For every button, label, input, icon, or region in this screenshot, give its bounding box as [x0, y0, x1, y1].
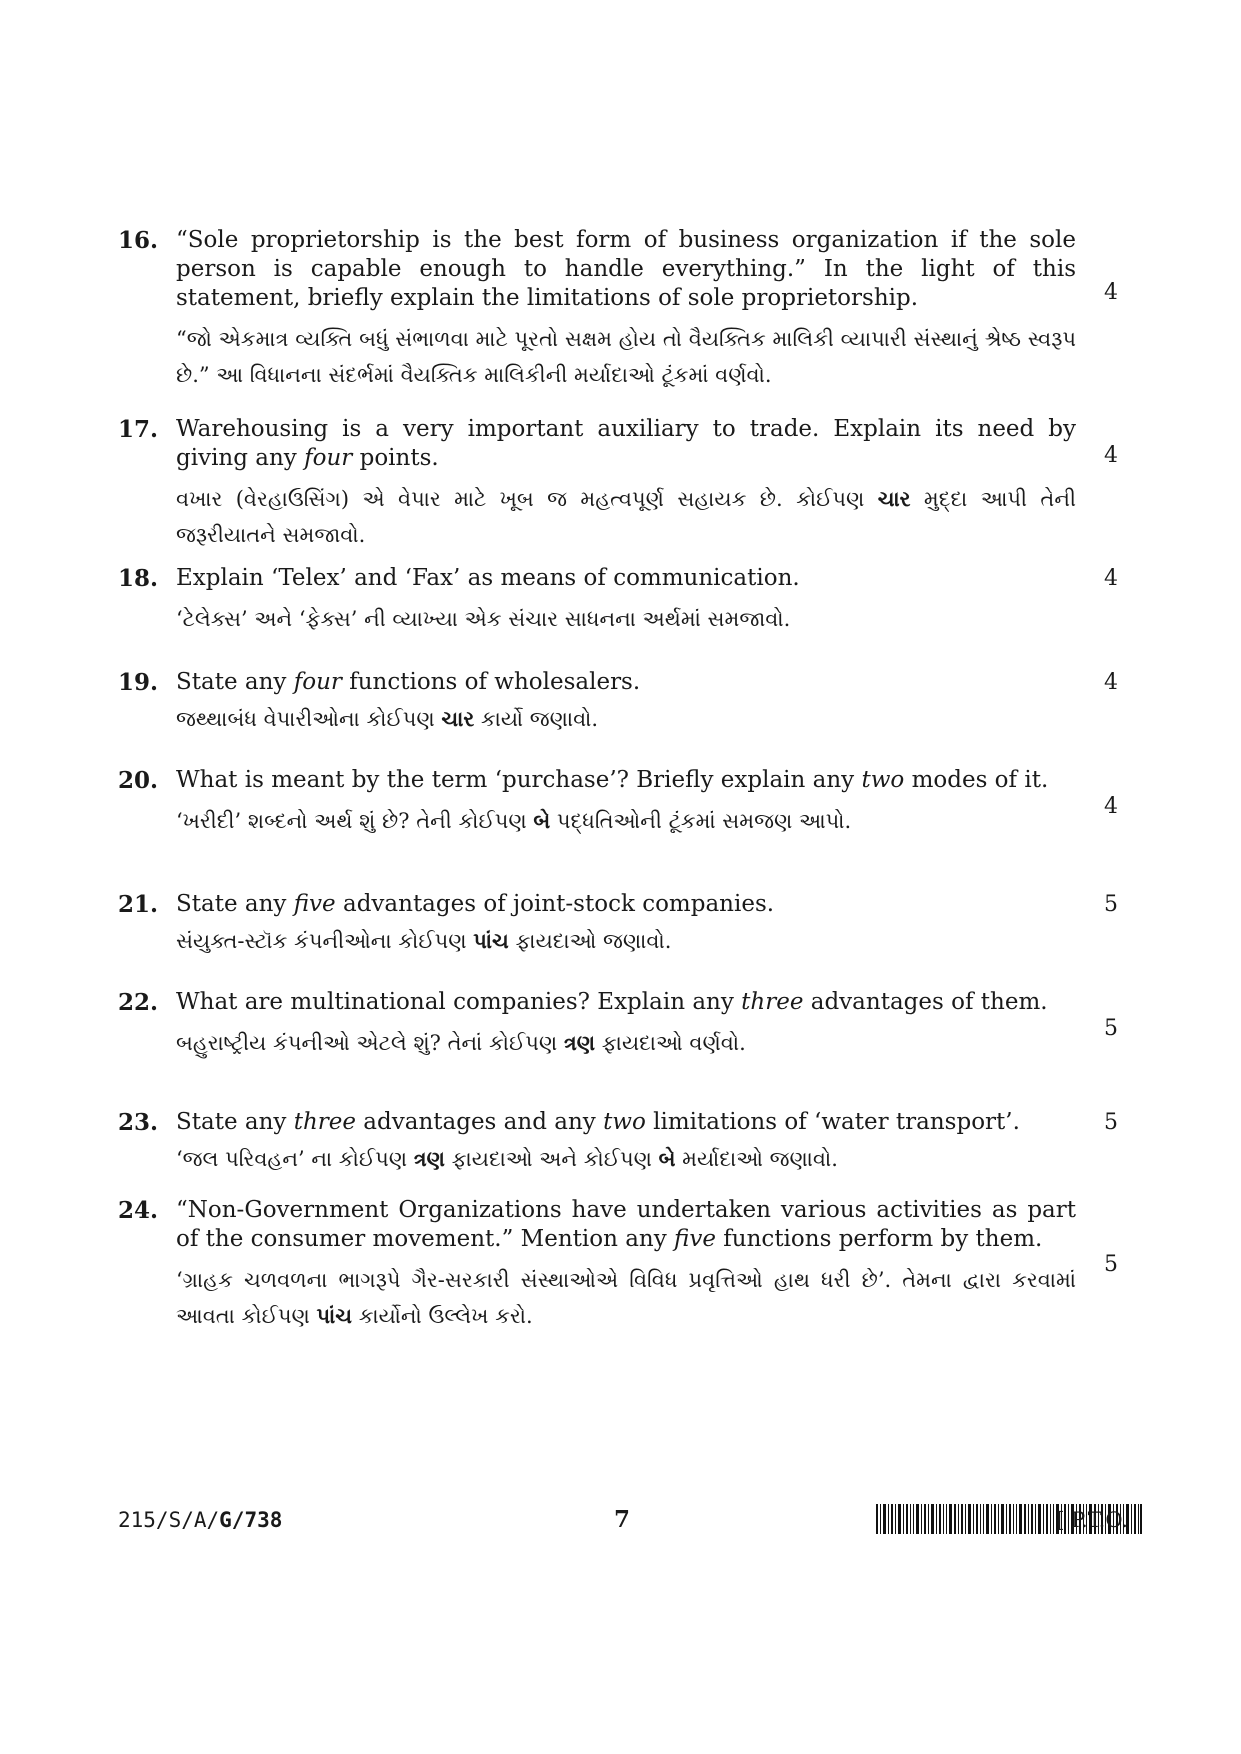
question-text-gujarati: જથ્થાબંધ વેપારીઓના કોઈપણ ચાર કાર્યો જણાવો.: [176, 706, 599, 731]
page-footer: [118, 1502, 1128, 1542]
question-body: [176, 415, 1076, 553]
question-text-english: Warehousing is a very important auxiliary to trade. Explain its need by giving any four points.: [176, 416, 1076, 471]
question-body: [176, 1108, 1076, 1177]
question-text-gujarati: ‘ટેલેક્સ’ અને ‘ફેક્સ’ ની વ્યાખ્યા એક સંચાર સાધનના અર્થમાં સમજાવો.: [176, 607, 791, 631]
question-body: [176, 668, 1076, 737]
question-text-gujarati: ‘ગ્રાહક ચળવળના ભાગરૂપે ગૈર-સરકારી સંસ્થાઓએ વિવિધ પ્રવૃત્તિઓ હાથ ધરી છે’. તેમના દ્વારા કરવામાં આવતા કોઈપણ પાંચ કાર્યોનો ઉલ્લેખ કરો.: [176, 1268, 1076, 1328]
please-turn-over: [ P.T.O.: [1056, 1508, 1128, 1532]
question-marks: 5: [1104, 1252, 1118, 1277]
question-text-gujarati: બહુરાષ્ટ્રીય કંપનીઓ એટલે શું? તેનાં કોઈપણ ત્રણ ફાયદાઓ વર્ણવો.: [176, 1030, 746, 1055]
question-text-english: What is meant by the term ‘purchase’? Briefly explain any two modes of it.: [176, 767, 1049, 793]
question-number: 18.: [118, 565, 159, 592]
question-number: 16.: [118, 227, 159, 254]
question-text-english: State any four functions of wholesalers.: [176, 669, 641, 695]
question-number: 17.: [118, 416, 159, 443]
question-marks: 4: [1104, 566, 1118, 591]
question-marks: 5: [1104, 892, 1118, 917]
question-text-english: State any five advantages of joint-stock companies.: [176, 891, 775, 917]
page-number: 7: [614, 1506, 631, 1533]
question-number: 21.: [118, 891, 159, 918]
paper-code: 215/S/A/G/738: [118, 1508, 283, 1532]
question-number: 22.: [118, 989, 159, 1016]
question-body: [176, 1196, 1076, 1334]
question-text-english: Explain ‘Telex’ and ‘Fax’ as means of communication.: [176, 565, 800, 591]
question-body: [176, 890, 1076, 959]
question-marks: 4: [1104, 670, 1118, 695]
question-text-gujarati: ‘ખરીદી’ શબ્દનો અર્થ શું છે? તેની કોઈપણ બે પદ્ધતિઓની ટૂંકમાં સમજણ આપો.: [176, 808, 852, 833]
question-marks: 5: [1104, 1016, 1118, 1041]
question-number: 23.: [118, 1109, 159, 1136]
question-text-english: What are multinational companies? Explain any three advantages of them.: [176, 989, 1048, 1015]
question-marks: 5: [1104, 1110, 1118, 1135]
question-body: [176, 766, 1076, 839]
question-text-english: State any three advantages and any two limitations of ‘water transport’.: [176, 1109, 1020, 1135]
question-text-gujarati: ‘જલ પરિવહન’ ના કોઈપણ ત્રણ ફાયદાઓ અને કોઈપણ બે મર્યાદાઓ જણાવો.: [176, 1146, 838, 1171]
question-marks: 4: [1104, 280, 1118, 305]
question-body: [176, 564, 1076, 637]
question-text-gujarati: વખાર (વેરહાઉસિંગ) એ વેપાર માટે ખૂબ જ મહત્વપૂર્ણ સહાયક છે. કોઈપણ ચાર મુદ્દા આપી તેની જરૂરીયાતને સમજાવો.: [176, 486, 1076, 547]
question-text-gujarati: “જો એકમાત્ર વ્યક્તિ બધું સંભાળવા માટે પૂરતો સક્ષમ હોય તો વૈયક્તિક માલિકી વ્યાપારી સંસ્થાનું શ્રેષ્ઠ સ્વરૂપ છે.” આ વિધાનના સંદર્ભમાં વૈયક્તિક માલિકીની મર્યાદાઓ ટૂંકમાં વર્ણવો.: [176, 327, 1076, 387]
question-marks: 4: [1104, 443, 1118, 468]
question-body: [176, 226, 1076, 393]
question-marks: 4: [1104, 794, 1118, 819]
question-number: 24.: [118, 1197, 159, 1224]
question-number: 20.: [118, 767, 159, 794]
question-text-english: “Sole proprietorship is the best form of business organization if the sole person is capable enough to handle everything.” In the light of this statement, briefly explain the limitations of sole proprietorship.: [176, 227, 1076, 311]
question-text-gujarati: સંયુક્ત-સ્ટૉક કંપનીઓના કોઈપણ પાંચ ફાયદાઓ જણાવો.: [176, 928, 672, 953]
question-text-english: “Non-Government Organizations have undertaken various activities as part of the consumer movement.” Mention any five functions perform by them.: [176, 1197, 1076, 1252]
question-body: [176, 988, 1076, 1061]
question-number: 19.: [118, 669, 159, 696]
